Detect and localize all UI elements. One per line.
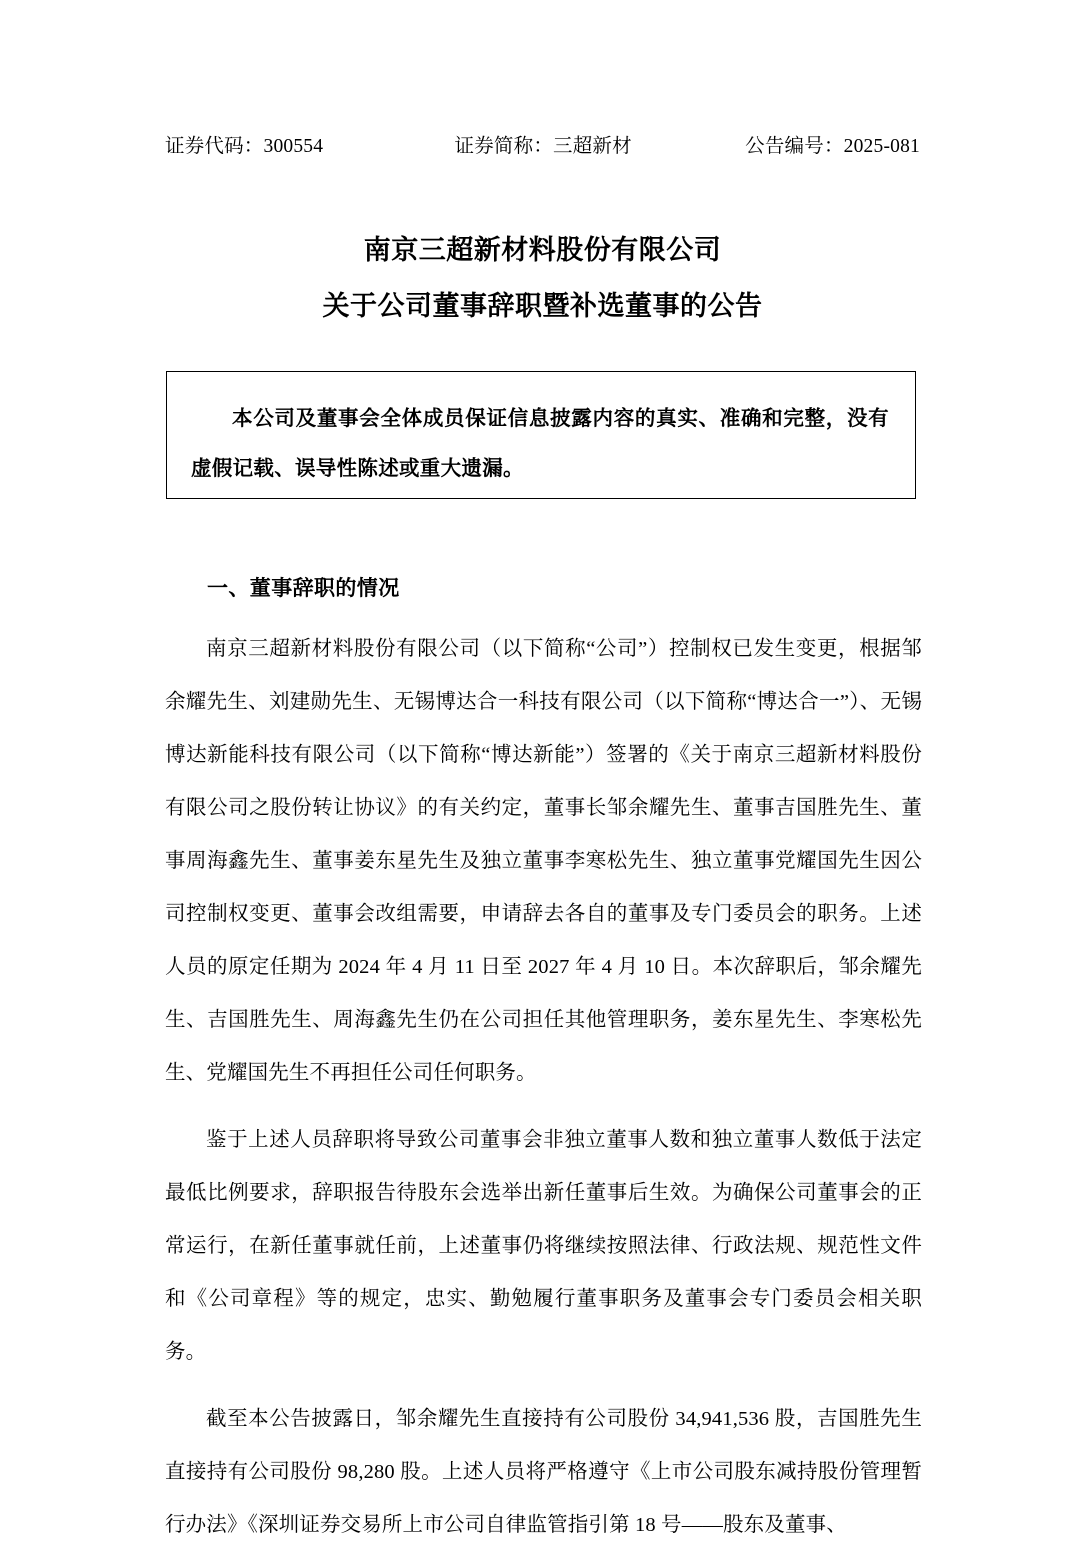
body-paragraph: 南京三超新材料股份有限公司（以下简称“公司”）控制权已发生变更，根据邹余耀先生、刘建勋先生、无锡博达合一科技有限公司（以下简称“博达合一”）、无锡博达新能科技有限公司（以下简称“博达新能”）签署的《关于南京三超新材料股份有限公司之股份转让协议》的有关约定，董事长邹余耀先生、董事吉国胜先生、董事周海鑫先生、董事姜东星先生及独立董事李寒松先生、独立董事党耀国先生因公司控制权变更、董事会改组需要，申请辞去各自的董事及专门委员会的职务。上述人员的原定任期为 2024 年 4 月 11 日至 2027 年 4 月 10 日。本次辞职后，邹余耀先生、吉国胜先生、周海鑫先生仍在公司担任其他管理职务，姜东星先生、李寒松先生、党耀国先生不再担任公司任何职务。 bbox=[165, 638, 922, 1084]
security-short-name: 证券简称：三超新材 bbox=[454, 136, 632, 157]
title-subject: 关于公司董事辞职暨补选董事的公告 bbox=[322, 291, 763, 321]
disclaimer-text: 本公司及董事会全体成员保证信息披露内容的真实、准确和完整，没有虚假记载、误导性陈述或重大遗漏。 bbox=[191, 408, 889, 480]
disclaimer-box bbox=[166, 371, 916, 499]
document-body bbox=[165, 623, 922, 1552]
document-title bbox=[165, 222, 920, 334]
announcement-number: 公告编号：2025-081 bbox=[745, 136, 920, 157]
body-paragraph: 鉴于上述人员辞职将导致公司董事会非独立董事人数和独立董事人数低于法定最低比例要求，辞职报告待股东会选举出新任董事后生效。为确保公司董事会的正常运行，在新任董事就任前，上述董事仍将继续按照法律、行政法规、规范性文件和《公司章程》等的规定，忠实、勤勉履行董事职务及董事会专门委员会相关职务。 bbox=[165, 1129, 922, 1363]
section-heading-resignation: 一、董事辞职的情况 bbox=[207, 576, 400, 600]
body-paragraph: 截至本公告披露日，邹余耀先生直接持有公司股份 34,941,536 股，吉国胜先生直接持有公司股份 98,280 股。上述人员将严格遵守《上市公司股东减持股份管理暂行办法》《深圳证券交易所上市公司自律监管指引第 18 号——股东及董事、 bbox=[165, 1408, 922, 1536]
title-company-name: 南京三超新材料股份有限公司 bbox=[363, 235, 722, 265]
security-code: 证券代码：300554 bbox=[165, 136, 324, 157]
document-header bbox=[165, 130, 920, 158]
